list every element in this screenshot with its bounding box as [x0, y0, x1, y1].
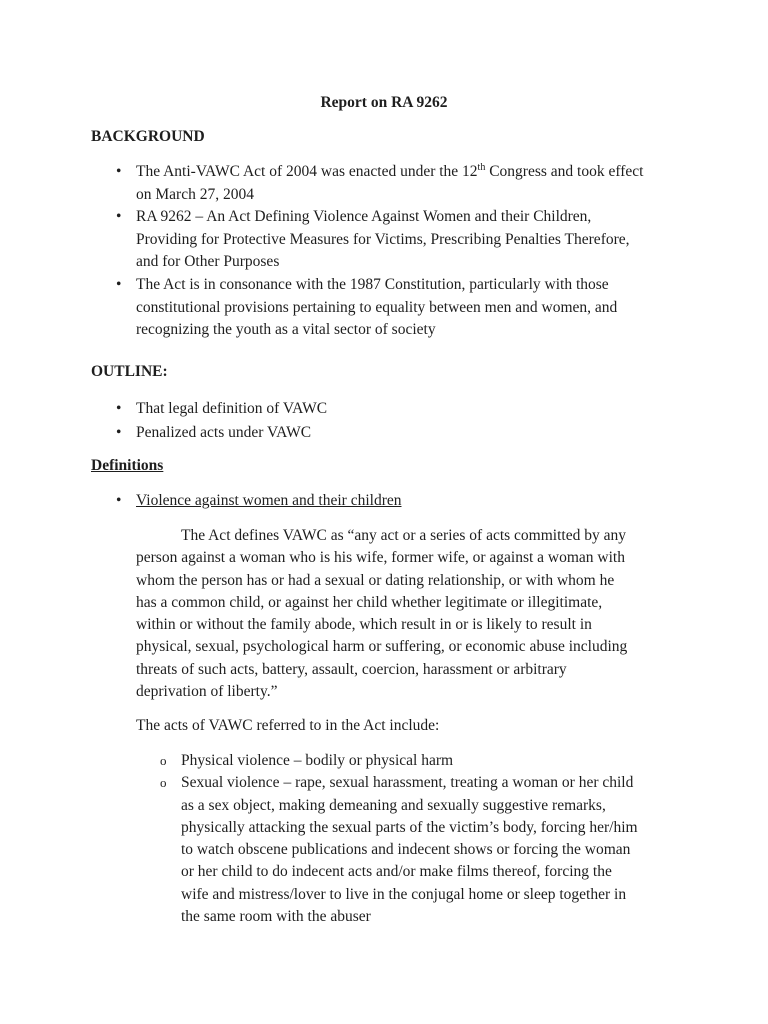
list-item — [116, 161, 643, 206]
bullet-marker: • — [116, 400, 122, 417]
paragraph-line: threats of such acts, battery, assault, coercion, harassment or arbitrary — [136, 660, 567, 678]
list-item — [160, 750, 638, 772]
list-item — [160, 772, 638, 928]
list-item-line: RA 9262 – An Act Defining Violence Against Women and their Children, — [136, 208, 592, 226]
paragraph-line: whom the person has or had a sexual or dating relationship, or with whom he — [136, 571, 615, 589]
bullet-marker: • — [116, 423, 122, 441]
definitions-subheading: Violence against women and their children — [136, 492, 402, 509]
outline-heading: OUTLINE: — [91, 363, 168, 380]
list-item-line: or her child to do indecent acts and/or make films thereof, forcing the — [181, 863, 612, 881]
list-item — [116, 421, 327, 445]
list-item — [116, 490, 402, 512]
list-item-line — [136, 161, 643, 184]
list-item — [116, 274, 643, 342]
bullet-marker: • — [116, 163, 122, 180]
list-item-line: The Act is in consonance with the 1987 Constitution, particularly with those — [136, 275, 609, 293]
ordinal-superscript: th — [477, 162, 486, 173]
text-segment: Congress and took effect — [485, 163, 644, 180]
paragraph-line: The Act defines VAWC as “any act or a series of acts committed by any — [181, 527, 626, 544]
list-item — [116, 206, 643, 274]
list-item-line: to watch obscene publications and indecent shows or forcing the woman — [181, 841, 631, 859]
definition-paragraph — [136, 525, 627, 703]
list-item-line: physically attacking the sexual parts of the victim’s body, forcing her/him — [181, 818, 638, 836]
paragraph-line: has a common child, or against her child whether legitimate or illegitimate, — [136, 593, 603, 611]
document-title: Report on RA 9262 — [320, 94, 448, 111]
paragraph-line: within or without the family abode, which result in or is likely to result in — [136, 616, 592, 634]
background-list — [116, 161, 643, 342]
sub-bullet-marker: o — [160, 775, 167, 791]
definitions-subheading-list — [116, 490, 402, 512]
sub-bullet-marker: o — [160, 753, 167, 768]
outline-list — [116, 397, 327, 444]
list-item — [116, 397, 327, 421]
list-item-line: constitutional provisions pertaining to equality between men and women, and — [136, 298, 618, 316]
definitions-heading: Definitions — [91, 457, 164, 474]
list-item-line: Penalized acts under VAWC — [136, 423, 312, 441]
list-item-line: the same room with the abuser — [181, 908, 371, 926]
acts-list — [160, 750, 638, 928]
list-item-line: on March 27, 2004 — [136, 185, 254, 203]
bullet-marker: • — [116, 208, 122, 226]
paragraph-line: deprivation of liberty.” — [136, 683, 278, 701]
background-heading: BACKGROUND — [91, 128, 205, 145]
list-item-line: and for Other Purposes — [136, 253, 280, 271]
text-segment: The Anti-VAWC Act of 2004 was enacted under the 12 — [136, 163, 478, 180]
paragraph-line: person against a woman who is his wife, former wife, or against a woman with — [136, 549, 625, 567]
list-item-line: wife and mistress/lover to live in the conjugal home or sleep together in — [181, 885, 627, 903]
list-item-line: Sexual violence – rape, sexual harassment, treating a woman or her child — [181, 774, 634, 792]
list-item-line: Providing for Protective Measures for Victims, Prescribing Penalties Therefore, — [136, 230, 630, 248]
list-item-line: That legal definition of VAWC — [136, 400, 328, 417]
bullet-marker: • — [116, 492, 122, 509]
bullet-marker: • — [116, 275, 122, 293]
acts-intro: The acts of VAWC referred to in the Act include: — [136, 717, 440, 734]
list-item-line: as a sex object, making demeaning and sexually suggestive remarks, — [181, 796, 606, 814]
list-item-line: recognizing the youth as a vital sector of society — [136, 321, 436, 339]
list-item-line: Physical violence – bodily or physical harm — [181, 752, 454, 769]
paragraph-line: physical, sexual, psychological harm or suffering, or economic abuse including — [136, 638, 628, 656]
